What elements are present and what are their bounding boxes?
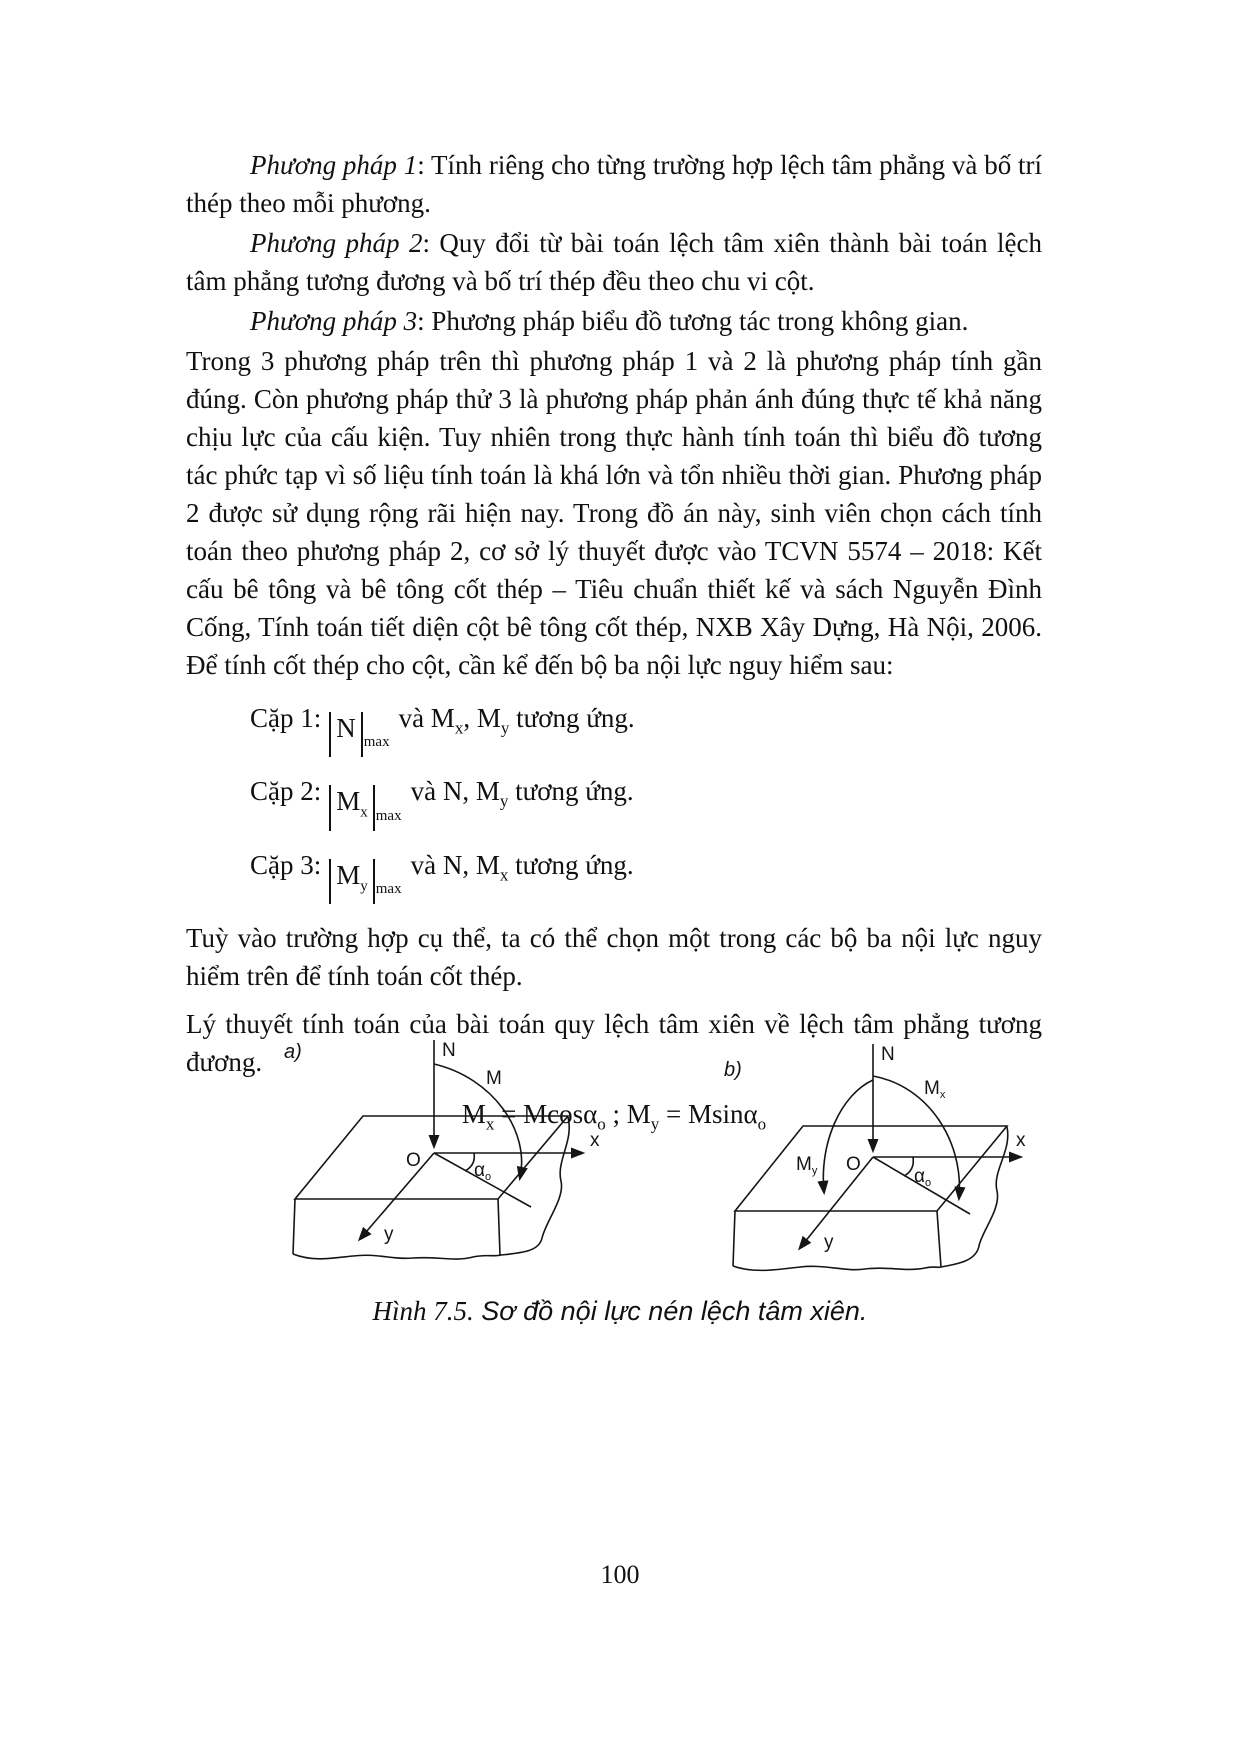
paragraph-method-1 — [186, 146, 1042, 222]
pair-3-t3: tương ứng. — [508, 849, 634, 880]
page-number: 100 — [600, 1560, 640, 1589]
pair-1-s1: x — [454, 718, 464, 738]
pair-1-t2: , M — [463, 703, 501, 733]
abs-value-notation — [329, 859, 375, 904]
slab-top-face — [735, 1126, 1007, 1211]
abs-symbol-sub: x — [360, 804, 368, 821]
paragraph-method-3 — [186, 302, 1042, 340]
formula-alpha1-sub: o — [597, 1114, 606, 1134]
pair-2-t1: và N, M — [410, 776, 500, 807]
label-alpha: $\alpha_o$ — [914, 1166, 932, 1189]
method-2-text: : Quy đổi từ bài toán lệch tâm xiên thành bài toán lệch tâm phẳng tương đương và bố trí thép đều theo chu vi cột. — [186, 228, 1042, 296]
label-x: x — [590, 1130, 600, 1151]
paragraph-method-2 — [186, 224, 1042, 300]
formula-m2-sub: y — [650, 1114, 660, 1134]
formula-m2: M — [626, 1099, 651, 1130]
paragraph-body-1 — [186, 342, 1042, 684]
formula-m1: M — [461, 1099, 486, 1130]
method-2-label: Phương pháp 2 — [250, 228, 423, 258]
label-o: O — [846, 1154, 861, 1175]
alpha-angle-arc — [465, 1153, 474, 1171]
label-m: M — [486, 1068, 502, 1089]
pair-3-label: Cặp 3: — [250, 849, 322, 880]
slab-front-left-edge — [733, 1211, 735, 1266]
formula-eq1: = Mcosα — [494, 1099, 598, 1130]
internal-force-pair-2 — [250, 772, 1042, 830]
figure-caption-number: Hình 7.5. — [372, 1296, 474, 1326]
diagram-a-tag: a) — [284, 1041, 302, 1063]
moment-my-arc — [823, 1080, 873, 1192]
pair-3-t1: và N, M — [410, 849, 500, 880]
figure-7-5 — [228, 1026, 1032, 1282]
label-mx: $M_x$ — [924, 1078, 946, 1101]
abs-symbol: N — [336, 713, 356, 743]
slab-front-left-edge — [293, 1199, 295, 1254]
body-1-text: Trong 3 phương pháp trên thì phương pháp 1 và 2 là phương pháp tính gần đúng. Còn phương pháp thử 3 là phương pháp phản ánh đúng thực tế khả năng chịu lực của cấu kiện. Tuy nhiên trong thực hành tính toán thì biểu đồ tương tác phức tạp vì số liệu tính toán là khá lớn và tổn nhiều thời gian. Phương pháp 2 được sử dụng rộng rãi hiện nay. Trong đồ án này, sinh viên chọn cách tính toán theo phương pháp 2, cơ sở lý thuyết được vào TCVN 5574 – 2018: Kết cấu bê tông và bê tông cốt thép – Tiêu chuẩn thiết kế và sách Nguyễn Đình Cống, Tính toán tiết diện cột bê tông cốt thép, NXB Xây Dựng, Hà Nội, 2006. Để tính cốt thép cho cột, cần kể đến bộ ba nội lực nguy hiểm sau: — [186, 346, 1042, 680]
internal-force-pair-1 — [250, 699, 1042, 757]
pair-3-tail — [410, 849, 634, 885]
pair-1-label: Cặp 1: — [250, 703, 322, 733]
method-1-text: : Tính riêng cho từng trường hợp lệch tâm phẳng và bố trí thép theo mỗi phương. — [186, 150, 1042, 218]
internal-force-pair-3 — [250, 846, 1042, 904]
body-3-text: Lý thuyết tính toán của bài toán quy lệch tâm xiên về lệch tâm phẳng tương đương. — [186, 1009, 1042, 1078]
slab-torn-right-edge — [941, 1127, 1008, 1267]
pair-1-t1: và M — [398, 703, 455, 733]
label-y: y — [384, 1224, 394, 1245]
pair-3-s1: x — [499, 865, 509, 885]
diagram-b — [630, 1026, 1032, 1282]
method-3-text: : Phương pháp biểu đồ tương tác trong không gian. — [417, 306, 969, 336]
label-x: x — [1016, 1130, 1026, 1151]
method-3-label: Phương pháp 3 — [250, 306, 418, 336]
pair-1-s2: y — [500, 718, 510, 738]
formula-m1-sub: x — [485, 1114, 495, 1134]
label-n: N — [881, 1044, 895, 1065]
pair-2-tail — [410, 776, 634, 811]
label-o: O — [406, 1150, 421, 1171]
max-subscript: max — [375, 881, 402, 898]
abs-symbol: M — [336, 859, 361, 890]
formula-separator: ; — [605, 1099, 627, 1130]
pair-2-s1: y — [499, 791, 509, 811]
body-2-text: Tuỳ vào trường hợp cụ thể, ta có thể chọn một trong các bộ ba nội lực nguy hiểm trên để tính toán cốt thép. — [186, 923, 1042, 992]
abs-symbol-sub: y — [360, 878, 368, 895]
formula-eq2: = Msinα — [659, 1099, 758, 1130]
paragraph-body-2 — [186, 919, 1042, 995]
figure-caption-text: Sơ đồ nội lực nén lệch tâm xiên. — [473, 1296, 868, 1326]
label-n: N — [442, 1040, 456, 1061]
slab-front-right-edge — [498, 1199, 500, 1255]
slab-torn-bottom-edge — [733, 1266, 941, 1270]
pair-2-t3: tương ứng. — [508, 776, 634, 807]
method-1-label: Phương pháp 1 — [250, 150, 418, 180]
figure-caption — [0, 1296, 1240, 1327]
formula-alpha2-sub: o — [757, 1114, 767, 1134]
label-y: y — [824, 1232, 834, 1253]
diagram-a — [228, 1026, 630, 1282]
abs-value-notation — [329, 712, 363, 757]
abs-value-notation — [329, 785, 375, 830]
label-alpha: $\alpha_o$ — [474, 1160, 492, 1183]
slab-front-right-edge — [937, 1211, 941, 1267]
abs-symbol: M — [336, 786, 361, 817]
pair-2-label: Cặp 2: — [250, 776, 322, 807]
alpha-angle-arc — [904, 1157, 913, 1176]
max-subscript: max — [363, 734, 390, 751]
y-axis-arrow — [360, 1153, 434, 1239]
pair-1-tail — [398, 703, 635, 738]
slab-torn-right-edge — [501, 1117, 569, 1255]
pair-1-t3: tương ứng. — [509, 703, 635, 733]
diagram-b-tag: b) — [724, 1059, 742, 1081]
max-subscript: max — [375, 807, 402, 824]
slab-torn-bottom-edge — [293, 1254, 501, 1259]
body-text — [186, 146, 1042, 1144]
label-my: $M_y$ — [796, 1154, 818, 1177]
slab-top-face — [295, 1116, 568, 1199]
